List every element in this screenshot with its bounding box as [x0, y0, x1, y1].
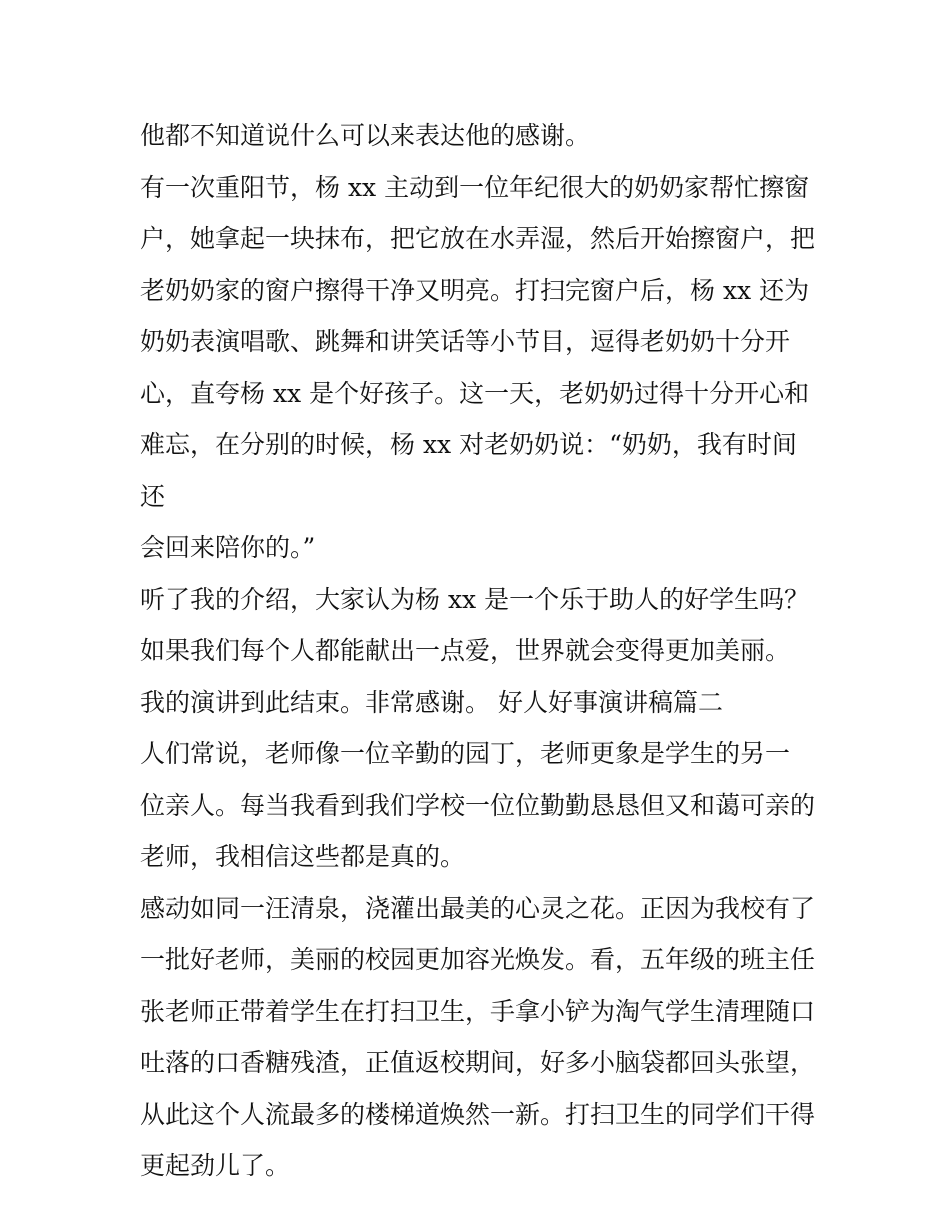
text-line: 位亲人。每当我看到我们学校一位位勤勤恳恳但又和蔼可亲的 — [140, 790, 816, 820]
text-line: 从此这个人流最多的楼梯道焕然一新。打扫卫生的同学们干得 — [140, 1099, 816, 1129]
text-line: 老奶奶家的窗户擦得干净又明亮。打扫完窗户后，杨 xx 还为 — [140, 275, 810, 305]
text-line: 一批好老师，美丽的校园更加容光焕发。看，五年级的班主任 — [140, 945, 816, 974]
text-line: 心，直夸杨 xx 是个好孩子。这一天，老奶奶过得十分开心和 — [140, 378, 810, 408]
text-line: 奶奶表演唱歌、跳舞和讲笑话等小节目，逗得老奶奶十分开 — [140, 327, 791, 356]
text-line: 难忘，在分别的时候，杨 xx 对老奶奶说：“奶奶，我有时间还 — [140, 430, 797, 511]
text-line: 我的演讲到此结束。非常感谢。 好人好事演讲稿篇二 — [140, 687, 723, 717]
text-line: 听了我的介绍，大家认为杨 xx 是一个乐于助人的好学生吗？ — [140, 584, 810, 614]
text-line: 更起劲儿了。 — [140, 1151, 291, 1180]
text-line: 有一次重阳节，杨 xx 主动到一位年纪很大的奶奶家帮忙擦窗 — [140, 172, 810, 202]
text-line: 吐落的口香糖残渣，正值返校期间，好多小脑袋都回头张望， — [140, 1048, 816, 1077]
text-line: 他都不知道说什么可以来表达他的感谢。 — [140, 121, 591, 150]
document-body — [140, 110, 820, 1192]
text-line: 如果我们每个人都能献出一点爱，世界就会变得更加美丽。 — [140, 636, 791, 665]
text-line: 会回来陪你的。” — [140, 533, 316, 562]
text-line: 张老师正带着学生在打扫卫生，手拿小铲为淘气学生清理随口 — [140, 996, 816, 1026]
text-line: 人们常说，老师像一位辛勤的园丁，老师更象是学生的另一 — [140, 739, 791, 768]
text-line: 户，她拿起一块抹布，把它放在水弄湿，然后开始擦窗户，把 — [140, 224, 816, 253]
text-line: 感动如同一汪清泉，浇灌出最美的心灵之花。正因为我校有了 — [140, 893, 816, 923]
text-line: 老师，我相信这些都是真的。 — [140, 842, 466, 871]
